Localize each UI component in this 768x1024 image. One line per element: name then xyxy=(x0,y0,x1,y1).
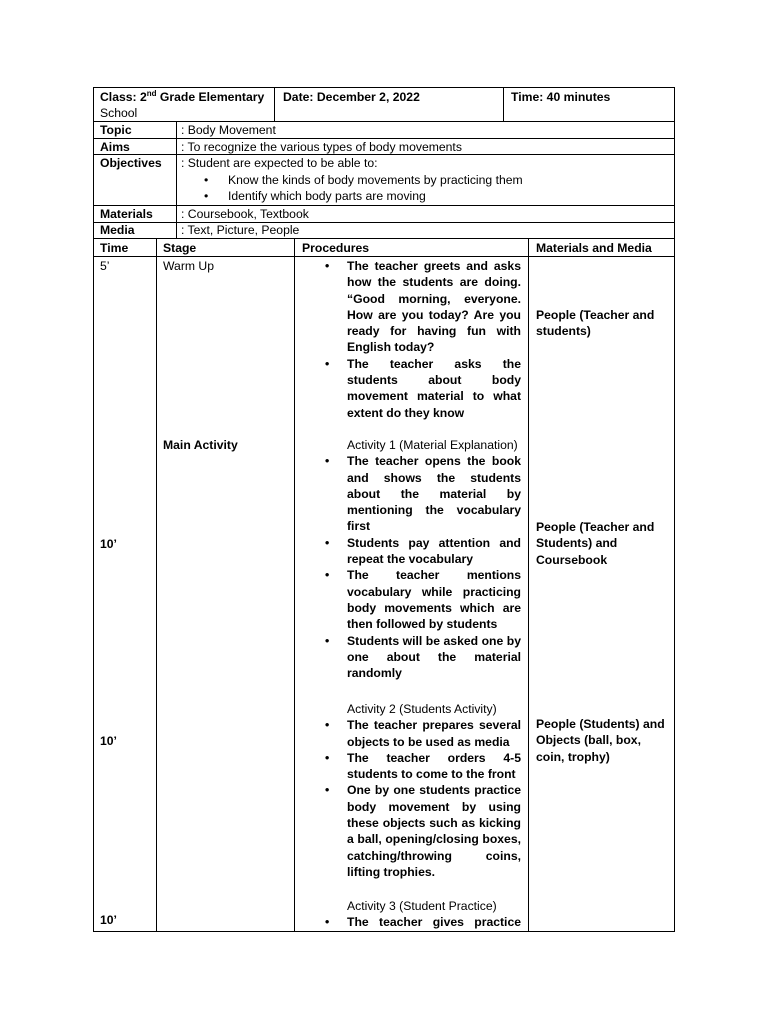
procedure-item: • The teacher greets and asks how the students are doing. “Good morning, everyone. How are you today? Are you ready for having fun with English today? xyxy=(294,258,521,356)
media-value: : Text, Picture, People xyxy=(181,223,300,237)
col-header-time: Time xyxy=(100,241,129,255)
activity1-heading: Activity 1 (Material Explanation) xyxy=(347,438,518,452)
warmup-procedures xyxy=(294,258,528,421)
activity1-media: People (Teacher and Students) and Coursebook xyxy=(536,520,655,567)
procedure-item: • The teacher mentions vocabulary while practicing body movements which are then followed by students xyxy=(294,567,521,632)
class-grade: Grade Elementary xyxy=(159,90,265,104)
media-label: Media xyxy=(100,223,135,237)
time-cell xyxy=(511,89,610,105)
procedure-item: • One by one students practice body movement by using these objects such as kicking a ball, opening/closing boxes, catching/throwing coins, lifting trophies. xyxy=(294,782,521,880)
activity3-heading: Activity 3 (Student Practice) xyxy=(347,899,497,913)
objective-item: • Identify which body parts are moving xyxy=(182,188,523,204)
warmup-stage: Warm Up xyxy=(163,259,215,273)
aims-value: : To recognize the various types of body movements xyxy=(181,140,462,154)
topic-value: : Body Movement xyxy=(181,123,276,137)
time-value: Time: 40 minutes xyxy=(511,90,611,104)
activity3-procedures xyxy=(294,898,528,931)
objectives-value: : Student are expected to be able to: xyxy=(181,156,378,170)
class-label: Class: 2 xyxy=(100,90,147,104)
topic-label: Topic xyxy=(100,123,132,137)
procedure-item: • Students will be asked one by one about the material randomly xyxy=(294,633,521,682)
activity2-heading: Activity 2 (Students Activity) xyxy=(347,702,497,716)
materials-label: Materials xyxy=(100,207,153,221)
activity1-time: 10’ xyxy=(100,537,117,551)
activity2-media: People (Students) and Objects (ball, box, coin, trophy) xyxy=(536,717,665,764)
materials-value: : Coursebook, Textbook xyxy=(181,207,309,221)
objectives-label: Objectives xyxy=(100,156,162,170)
col-header-stage: Stage xyxy=(163,241,197,255)
class-school: School xyxy=(100,106,138,120)
main-activity-stage: Main Activity xyxy=(163,438,238,452)
procedure-item: • The teacher gives practice xyxy=(294,914,521,930)
activity3-time: 10’ xyxy=(100,913,117,927)
warmup-media: People (Teacher and students) xyxy=(536,308,655,339)
class-cell xyxy=(100,89,264,105)
procedure-item: • The teacher opens the book and shows the students about the material by mentioning the vocabulary first xyxy=(294,453,521,534)
activity2-time: 10’ xyxy=(100,734,117,748)
col-header-procedures: Procedures xyxy=(302,241,370,255)
warmup-time: 5’ xyxy=(100,259,110,273)
activity1-procedures xyxy=(294,437,528,681)
objectives-list xyxy=(182,172,523,205)
aims-label: Aims xyxy=(100,140,130,154)
col-header-materials-media: Materials and Media xyxy=(536,241,652,255)
objective-item: • Know the kinds of body movements by practicing them xyxy=(182,172,523,188)
procedure-item: • The teacher asks the students about body movement material to what extent do they know xyxy=(294,356,521,421)
date-cell: Date: December 2, 2022 xyxy=(283,90,420,104)
procedure-item: • Students pay attention and repeat the vocabulary xyxy=(294,535,521,568)
class-sup: nd xyxy=(146,88,157,98)
procedure-item: • The teacher orders 4-5 students to come to the front xyxy=(294,750,521,783)
activity2-procedures xyxy=(294,701,528,880)
procedure-item: • The teacher prepares several objects to be used as media xyxy=(294,717,521,750)
